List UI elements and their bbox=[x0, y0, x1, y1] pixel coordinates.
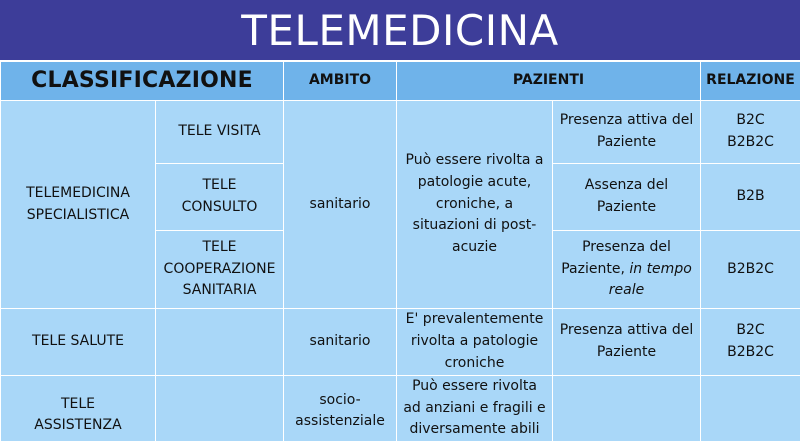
presenza-line: Paziente, bbox=[561, 261, 629, 277]
presenza-line: Paziente bbox=[597, 134, 656, 150]
category-specialistica bbox=[1, 101, 156, 309]
desc-line: rivolta a patologie bbox=[411, 333, 538, 349]
desc-line: croniche bbox=[445, 355, 505, 371]
sub-empty bbox=[156, 376, 284, 442]
header-classificazione: CLASSIFICAZIONE bbox=[1, 62, 284, 101]
header-pazienti: PAZIENTI bbox=[397, 62, 701, 101]
relazione-line: B2B bbox=[736, 188, 764, 204]
desc-line: ad anziani e fragili e bbox=[403, 400, 545, 416]
presenza-line: Paziente bbox=[597, 199, 656, 215]
ambito-line: socio- bbox=[319, 392, 360, 408]
table-row bbox=[1, 309, 800, 376]
ambito-salute: sanitario bbox=[284, 309, 397, 376]
header-relazione: RELAZIONE bbox=[701, 62, 800, 101]
pazienti-desc-specialistica bbox=[397, 101, 553, 309]
desc-line: patologie acute, bbox=[418, 174, 532, 190]
relazione-line: B2C bbox=[736, 322, 764, 338]
desc-line: acuzie bbox=[452, 239, 497, 255]
desc-line: Può essere rivolta bbox=[412, 378, 537, 394]
relazione-tele-consulto bbox=[701, 164, 800, 231]
sub-empty bbox=[156, 309, 284, 376]
category-line: SPECIALISTICA bbox=[27, 207, 130, 223]
category-line: TELE bbox=[61, 396, 95, 412]
presenza-italic: in tempo bbox=[629, 261, 691, 277]
presenza-italic: reale bbox=[609, 282, 644, 298]
presenza-line: Presenza del bbox=[582, 239, 671, 255]
sub-tele-visita bbox=[156, 101, 284, 164]
sub-name: TELE VISITA bbox=[178, 123, 260, 139]
ambito-line: assistenziale bbox=[295, 413, 385, 429]
sub-name: SANITARIA bbox=[183, 282, 257, 298]
sub-tele-consulto bbox=[156, 164, 284, 231]
table-row bbox=[1, 376, 800, 442]
pazienti-desc-salute bbox=[397, 309, 553, 376]
presenza-line: Presenza attiva del bbox=[560, 112, 694, 128]
relazione-tele-visita bbox=[701, 101, 800, 164]
relazione-line: B2C bbox=[736, 112, 764, 128]
desc-line: situazioni di post- bbox=[413, 217, 537, 233]
sub-name: TELE bbox=[202, 177, 236, 193]
page-title: TELEMEDICINA bbox=[0, 0, 800, 60]
relazione-line: B2B2C bbox=[727, 134, 774, 150]
sub-name: TELE bbox=[202, 239, 236, 255]
ambito-assistenza bbox=[284, 376, 397, 442]
category-salute: TELE SALUTE bbox=[1, 309, 156, 376]
desc-line: Può essere rivolta a bbox=[406, 152, 544, 168]
sub-name: COOPERAZIONE bbox=[164, 261, 276, 277]
presenza-line: Paziente bbox=[597, 344, 656, 360]
presenza-tele-visita bbox=[553, 101, 701, 164]
relazione-line: B2B2C bbox=[727, 344, 774, 360]
presenza-line: Assenza del bbox=[585, 177, 668, 193]
category-line: TELEMEDICINA bbox=[26, 185, 130, 201]
relazione-salute bbox=[701, 309, 800, 376]
relazione-tele-cooperazione bbox=[701, 231, 800, 309]
presenza-salute bbox=[553, 309, 701, 376]
telemedicina-table bbox=[0, 61, 800, 442]
sub-tele-cooperazione bbox=[156, 231, 284, 309]
presenza-tele-consulto bbox=[553, 164, 701, 231]
desc-line: diversamente abili bbox=[409, 421, 539, 437]
desc-line: E' prevalentemente bbox=[406, 311, 544, 327]
header-ambito: AMBITO bbox=[284, 62, 397, 101]
header-row bbox=[1, 62, 800, 101]
pazienti-desc-assistenza bbox=[397, 376, 553, 442]
presenza-empty bbox=[553, 376, 701, 442]
relazione-empty bbox=[701, 376, 800, 442]
presenza-line: Presenza attiva del bbox=[560, 322, 694, 338]
sub-name: CONSULTO bbox=[182, 199, 258, 215]
relazione-line: B2B2C bbox=[727, 261, 774, 277]
desc-line: croniche, a bbox=[436, 196, 513, 212]
table-row bbox=[1, 101, 800, 164]
category-assistenza bbox=[1, 376, 156, 442]
ambito-specialistica: sanitario bbox=[284, 101, 397, 309]
presenza-tele-cooperazione bbox=[553, 231, 701, 309]
category-line: ASSISTENZA bbox=[34, 417, 121, 433]
